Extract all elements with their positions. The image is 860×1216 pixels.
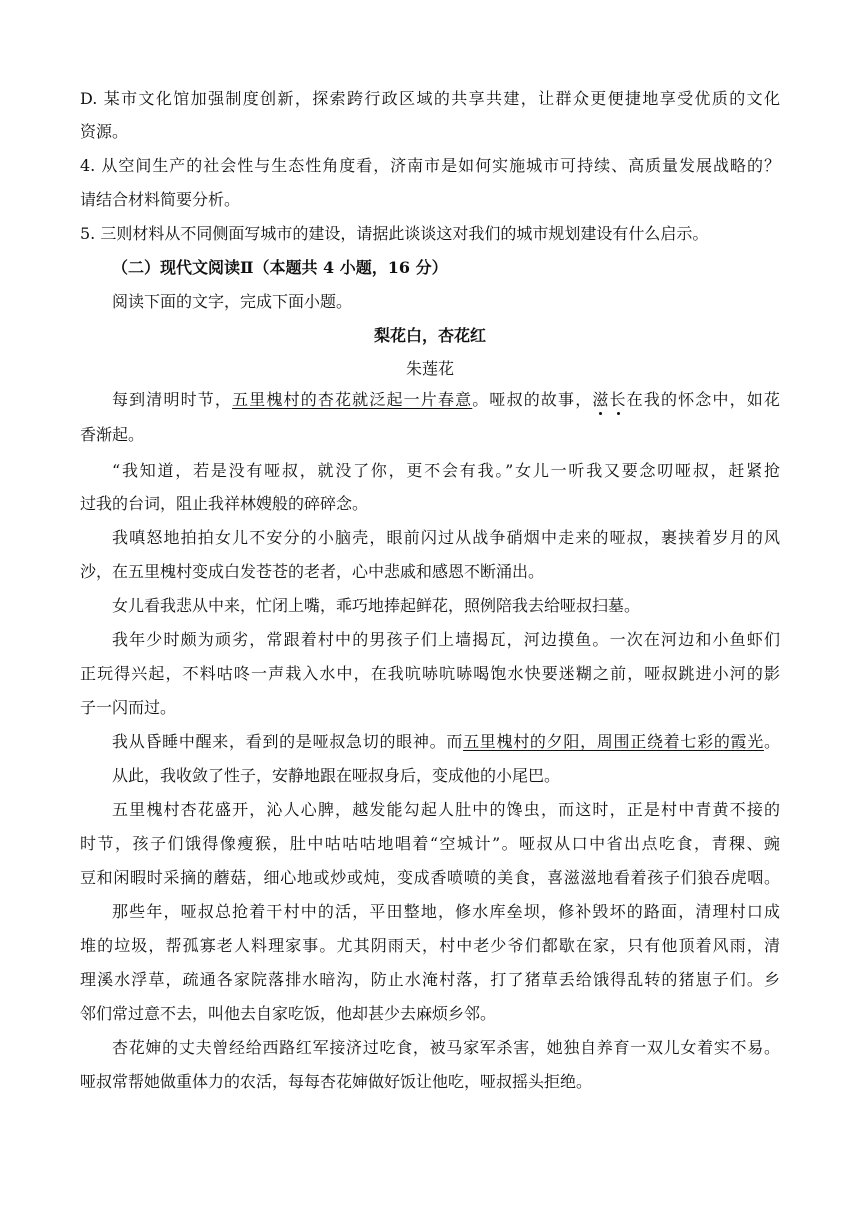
paragraph-3-line1: 我嗔怒地拍拍女儿不安分的小脑壳，眼前闪过从战争硝烟中走来的哑叔，裹挟着岁月的风 [112,528,780,547]
paragraph-6 [112,731,780,753]
question-4-line2: 请结合材料简要分析。 [80,190,241,209]
reading-instruction: 阅读下面的文字，完成下面小题。 [112,292,353,311]
paragraph-1-line1 [112,389,780,411]
paragraph-5-line2: 正玩得兴起，不料咕咚一声栽入水中，在我吭哧吭哧喝饱水快要迷糊之前，哑叔跳进小河的影 [80,664,780,683]
paragraph-5-line3: 子一闪而过。 [80,698,177,717]
paragraph-10-line1: 杏花婶的丈夫曾经给西路红军接济过吃食，被马家军杀害，她独自养育一双儿女着实不易。 [112,1038,780,1057]
option-d-line1: D. 某市文化馆加强制度创新，探索跨行政区域的共享共建，让群众更便捷地享受优质的文化 [80,89,780,108]
underlined-phrase: 五里槐村的杏花就泛起一片春意 [232,390,473,409]
paragraph-7: 从此，我收敛了性子，安静地跟在哑叔身后，变成他的小尾巴。 [112,766,561,785]
paragraph-2-line2: 过我的台词，阻止我祥林嫂般的碎碎念。 [80,494,369,513]
story-author: 朱莲花 [405,359,454,378]
text-span: 。哑叔的故事， [472,390,593,409]
paragraph-5-line1: 我年少时颇为顽劣，常跟着村中的男孩子们上墙揭瓦，河边摸鱼。一次在河边和小鱼虾们 [112,630,780,649]
underlined-phrase: 五里槐村的夕阳，周围正绕着七彩的霞光 [463,732,764,751]
paragraph-9-line3: 理溪水浮草，疏通各家院落排水暗沟，防止水淹村落，打了猪草丢给饿得乱转的猪崽子们。乡 [80,970,780,989]
text-span: 每到清明时节， [112,390,233,409]
paragraph-3-line2: 沙，在五里槐村变成白发苍苍的老者，心中悲戚和感恩不断涌出。 [80,562,545,581]
paragraph-8-line3: 豆和闲暇时采摘的蘑菇，细心地或炒或炖，变成香喷喷的美食，喜滋滋地看着孩子们狼吞虎咽。 [80,868,780,887]
section-heading: （二）现代文阅读Ⅱ（本题共 4 小题，16 分） [112,258,448,277]
paragraph-2-line1: “我知道，若是没有哑叔，就没了你，更不会有我。”女儿一听我又要念叨哑叔，赶紧抢 [112,461,780,480]
text-span: 我从昏睡中醒来，看到的是哑叔急切的眼神。而 [112,732,464,751]
paragraph-8-line2: 时节，孩子们饿得像瘦猴，肚中咕咕咕地唱着“空城计”。哑叔从口中省出点吃食，青稞、豌 [80,834,780,853]
question-4-line1: 4. 从空间生产的社会性与生态性角度看，济南市是如何实施城市可持续、高质量发展战略的？ [80,156,780,175]
paragraph-8-line1: 五里槐村杏花盛开，沁人心脾，越发能勾起人肚中的馋虫，而这时，正是村中青黄不接的 [112,800,780,819]
option-d-line2: 资源。 [80,122,129,141]
paragraph-9-line1: 那些年，哑叔总抢着干村中的活，平田整地，修水库垒坝，修补毁坏的路面，清理村口成 [112,902,780,921]
emphasis-dot-char: 滋 [592,390,610,409]
paragraph-10-line2: 哑叔常帮她做重体力的农活，每每杏花婶做好饭让他吃，哑叔摇头拒绝。 [80,1072,593,1091]
paragraph-4: 女儿看我悲从中来，忙闭上嘴，乖巧地捧起鲜花，照例陪我去给哑叔扫墓。 [112,596,641,615]
text-span: 。 [763,732,780,751]
paragraph-1-line2: 香渐起。 [80,425,145,444]
story-title: 梨花白，杏花红 [373,326,486,345]
question-5: 5. 三则材料从不同侧面写城市的建设，请据此谈谈这对我们的城市规划建设有什么启示。 [80,224,709,243]
text-span: 在我的怀念中，如花 [626,390,780,409]
paragraph-9-line2: 堆的垃圾，帮孤寡老人料理家事。尤其阴雨天，村中老少爷们都歇在家，只有他顶着风雨，清 [80,936,780,955]
emphasis-dot-char: 长 [609,390,627,409]
paragraph-9-line4: 邻们常过意不去，叫他去自家吃饭，他却甚少去麻烦乡邻。 [80,1004,497,1023]
